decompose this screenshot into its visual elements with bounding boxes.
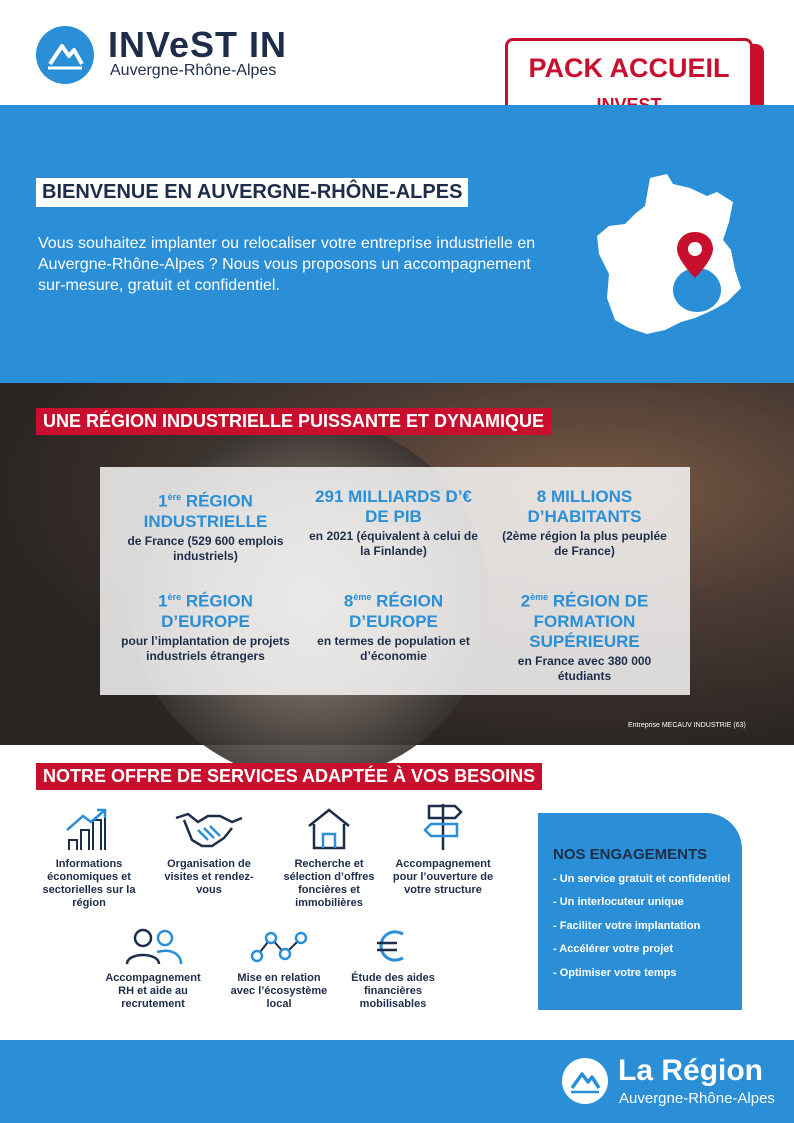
service-label: Organisation de visites et rendez-vous [164,858,254,896]
service-label: Recherche et sélection d’offres foncières et immobilières [283,858,375,909]
stat-heading: 2ème RÉGION DE FORMATION SUPÉRIEURE [520,591,649,651]
footer-title: La Région [618,1054,764,1087]
stat-body: en France avec 380 000 étudiants [517,653,652,683]
stat-heading: 1ère RÉGION D’EUROPE [158,591,253,631]
service-label: Étude des aides financières mobilisables [351,972,435,1010]
engagements-title: NOS ENGAGEMENTS [553,846,708,863]
service-label: Accompagnement pour l’ouverture de votre structure [392,858,494,896]
footer-subtitle: Auvergne-Rhône-Alpes [619,1090,775,1107]
stat-heading: 8 MILLIONS D’HABITANTS [527,487,642,526]
photo-credit: Entreprise MECAUV INDUSTRIE (63) [628,722,746,729]
service-label: Informations économiques et sectorielles sur la région [42,858,136,909]
pack-title: PACK ACCUEIL [528,53,730,83]
region-title: UNE RÉGION INDUSTRIELLE PUISSANTE ET DYNAMIQUE [36,408,551,435]
invest-logo-icon [36,26,94,84]
people-icon [123,926,183,966]
stat-population [497,487,672,559]
stat-heading: 1ère RÉGION INDUSTRIELLE [143,491,268,531]
welcome-title: BIENVENUE EN AUVERGNE-RHÔNE-ALPES [36,178,468,207]
stat-body: de France (529 600 emplois industriels) [127,533,284,563]
brand-title: INVeST IN [108,24,288,65]
service-label: Mise en relation avec l’écosystème local [230,972,328,1010]
france-map-icon [595,170,745,340]
service-setup [388,800,498,897]
brand-subtitle: Auvergne-Rhône-Alpes [110,62,277,79]
stat-gdp [306,487,481,559]
stat-higher-education [497,587,672,684]
engagement-item: - Optimiser votre temps [553,967,677,979]
service-funding [338,926,448,1011]
euro-icon [373,926,413,966]
service-real-estate [274,806,384,910]
service-label: Accompagnement RH et aide au recrutement [105,972,201,1010]
stats-panel [100,467,690,695]
stat-europe-rank [306,587,481,664]
signpost-icon [419,800,467,852]
stat-body: pour l’implantation de projets industriels étrangers [121,633,290,663]
stat-body: en 2021 (équivalent à celui de la Finlande) [309,529,478,558]
network-icon [249,926,309,966]
stat-industrial-region [118,487,293,564]
engagement-item: - Faciliter votre implantation [553,920,701,932]
engagements-box [538,813,742,1010]
chart-icon [65,806,113,852]
stat-europe-foreign [118,587,293,664]
service-visits [154,806,264,897]
engagement-item: - Un service gratuit et confidentiel [553,873,731,885]
engagement-item: - Accélérer votre projet [553,943,674,955]
stat-heading: 8ème RÉGION D’EUROPE [343,591,444,631]
services-title: NOTRE OFFRE DE SERVICES ADAPTÉE À VOS BESOINS [36,763,542,790]
handshake-icon [174,806,244,852]
service-hr [98,926,208,1011]
welcome-text: Vous souhaitez implanter ou relocaliser votre entreprise industrielle en Auvergne-Rhône-Alpes ? Nous vous proposons un accompagnement sur-mesure, gratuit et confidentiel. [38,235,536,294]
stat-heading: 291 MILLIARDS D’€ DE PIB [315,487,472,526]
house-icon [305,806,353,852]
service-network [224,926,334,1011]
stat-body: en termes de population et d’économie [317,633,470,663]
service-information [34,806,144,910]
stat-body: (2ème région la plus peuplée de France) [502,529,667,558]
engagement-item: - Un interlocuteur unique [553,896,684,908]
region-logo-icon [562,1058,608,1104]
